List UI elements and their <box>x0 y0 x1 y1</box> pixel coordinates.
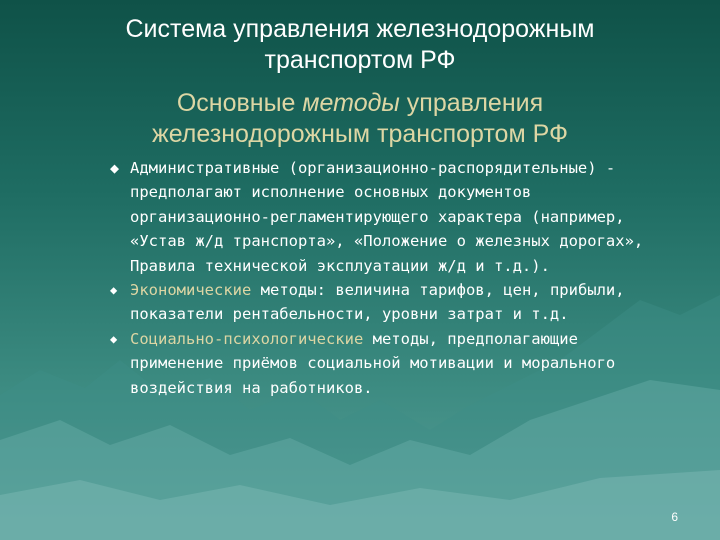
diamond-bullet-icon: ◆ <box>110 159 120 177</box>
title-line-2: транспортом РФ <box>264 46 456 74</box>
bullet-item-administrative <box>110 156 670 278</box>
bullet-text: Административные (организационно-распорядительные) - предполагают исполнение основных документов организационно-регламентирующего характера (например, «Устав ж/д транспорта», «Положение о железных дорогах», Правила технической эксплуатации ж/д и т.д.). <box>130 159 644 275</box>
subtitle-emphasis: методы <box>302 89 400 117</box>
page-number: 6 <box>671 510 678 524</box>
diamond-bullet-icon: ◆ <box>110 283 118 298</box>
bullet-text: методы: величина тарифов, цен, прибыли, показатели рентабельности, уровни затрат и т.д. <box>130 281 625 324</box>
subtitle-text-start: Основные <box>176 89 303 117</box>
title-line-1: Система управления железнодорожным <box>125 15 595 43</box>
diamond-bullet-icon: ◆ <box>110 331 118 346</box>
subtitle-text-end: управления <box>399 89 544 117</box>
subtitle-line-1 <box>0 88 720 119</box>
slide-subtitle <box>0 88 720 150</box>
bullet-highlight: Экономические <box>130 281 252 300</box>
subtitle-line-2: железнодорожным транспортом РФ <box>152 120 568 148</box>
bullet-highlight: Социально-психологические <box>130 329 364 348</box>
bullet-text: методы, предполагающие применение приёмов социальной мотивации и морального воздействия на работников. <box>130 329 616 397</box>
bullet-item-economic <box>110 278 670 327</box>
bullet-list <box>110 156 670 400</box>
slide-title <box>0 14 720 76</box>
bullet-item-social-psychological <box>110 327 670 400</box>
